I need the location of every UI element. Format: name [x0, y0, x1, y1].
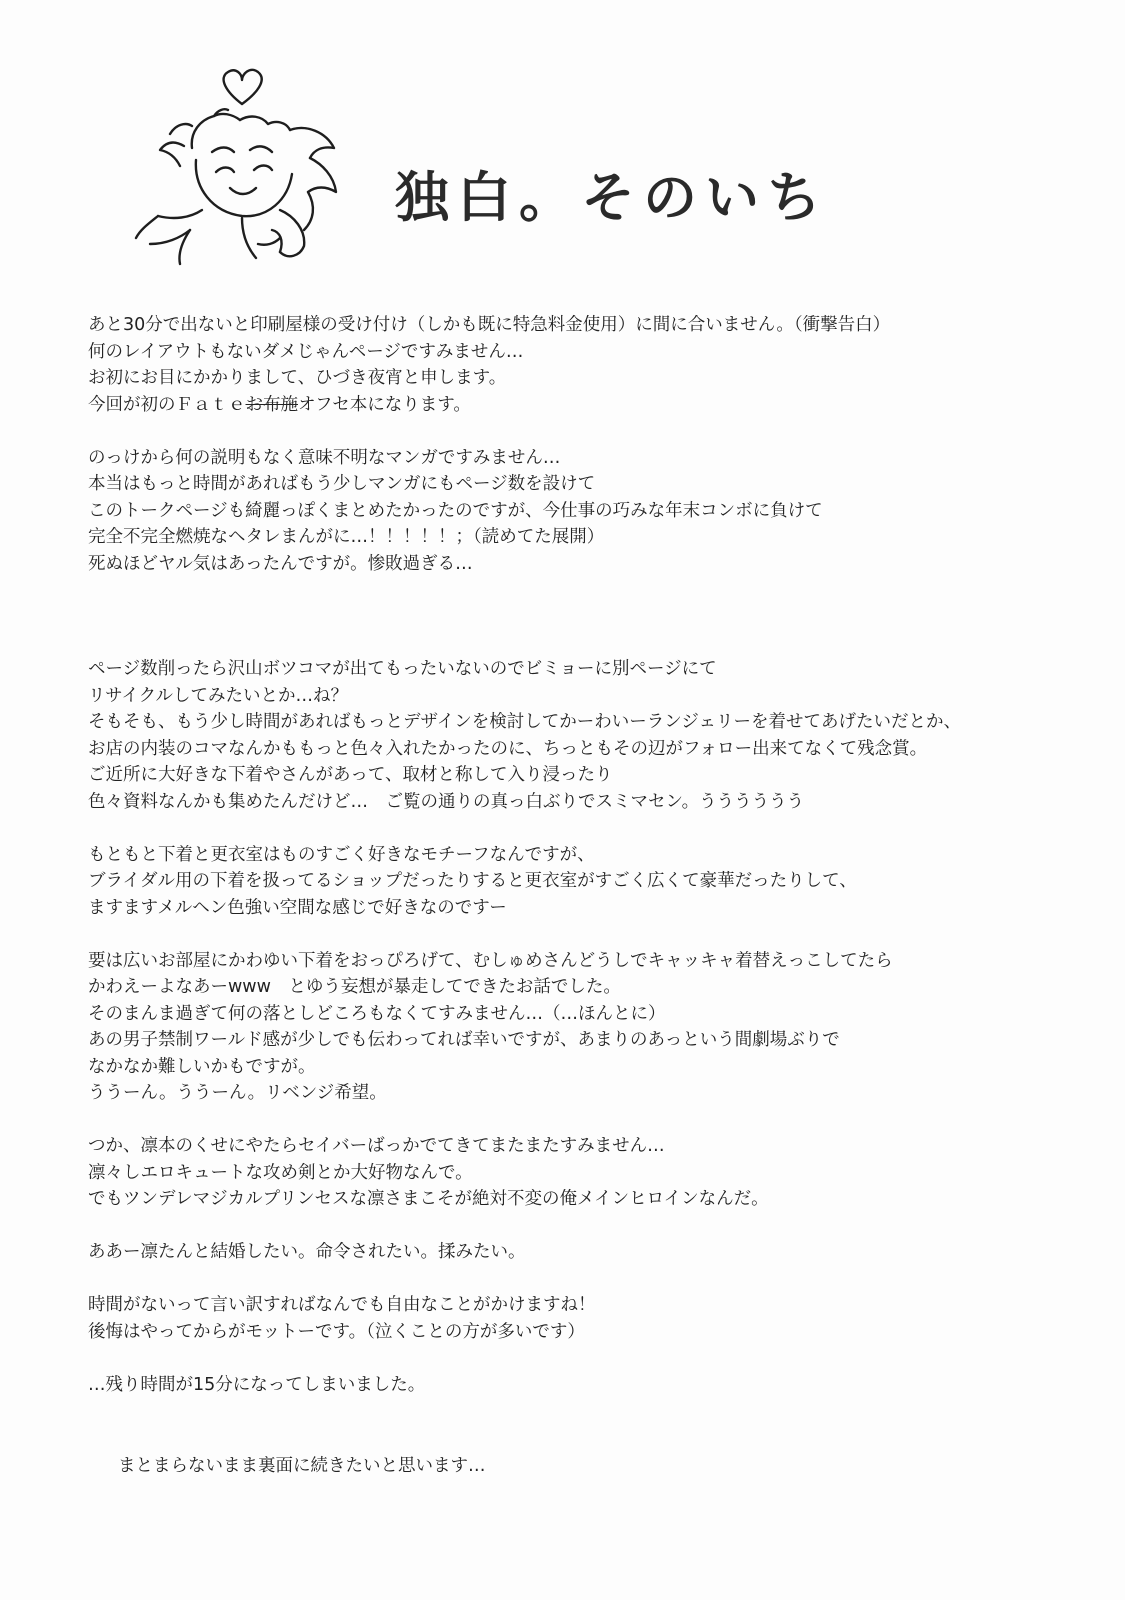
text-line: そもそも、もう少し時間があればもっとデザインを検討してかーわいーランジェリーを着せてあげたいだとか、 — [88, 712, 961, 732]
text-line: でもツンデレマジカルプリンセスな凛さまこそが絶対不変の俺メインヒロインなんだ。 — [88, 1189, 769, 1209]
text-fragment: オフセ本になります。 — [298, 394, 471, 415]
text-line: もともと下着と更衣室はものすごく好きなモチーフなんですが、 — [88, 844, 595, 865]
paragraph-2 — [88, 445, 1078, 578]
text-line: …残り時間が15分になってしまいました。 — [88, 1374, 426, 1395]
text-line: 凛々しエロキュートな攻め剣とか大好物なんで。 — [88, 1162, 473, 1183]
text-line-fate — [88, 392, 1078, 419]
text-line: 何のレイアウトもないダメじゃんページですみません… — [88, 341, 524, 362]
text-line: そのまんま過ぎて何の落としどころもなくてすみません…（…ほんとに） — [88, 1003, 666, 1024]
paragraph-4 — [88, 842, 1078, 922]
text-line: つか、凛本のくせにやたらセイバーばっかでてきてまたまたすみません… — [88, 1136, 665, 1156]
text-line: ページ数削ったら沢山ボツコマが出てもったいないのでビミョーに別ページにて — [88, 659, 717, 679]
page-title: 独白。そのいち — [395, 166, 829, 229]
text-line: リサイクルしてみたいとか…ね？ — [88, 685, 349, 706]
paragraph-7 — [88, 1239, 1078, 1266]
paragraph-6 — [88, 1133, 1078, 1213]
text-line: あと30分で出ないと印刷屋様の受け付け（しかも既に特急料金使用）に間に合いません。（衝撃告白） — [88, 315, 891, 335]
text-line: ブライダル用の下着を扱ってるショップだったりすると更衣室がすごく広くて豪華だったりして、 — [88, 871, 857, 891]
struck-text: お布施 — [245, 394, 298, 415]
text-line: ご近所に大好きな下着やさんがあって、取材と称して入り浸ったり — [88, 765, 613, 785]
text-line: 色々資料なんかも集めたんだけど… ご覧の通りの真っ白ぶりでスミマセン。うううううう — [88, 791, 805, 812]
text-line: お初にお目にかかりまして、ひづき夜宵と申します。 — [88, 368, 507, 388]
closing-line: まとまらないまま裏面に続きたいと思います… — [118, 1456, 486, 1476]
text-line: ううーん。ううーん。リベンジ希望。 — [88, 1083, 387, 1103]
text-line: なかなか難しいかもですが。 — [88, 1056, 316, 1077]
text-line: 本当はもっと時間があればもう少しマンガにもページ数を設けて — [88, 474, 596, 494]
text-line: のっけから何の説明もなく意味不明なマンガですみません… — [88, 447, 561, 468]
chibi-doodle-icon — [130, 60, 360, 270]
text-fragment: 今回が初のＦａｔｅ — [88, 394, 246, 415]
text-line: 完全不完全燃焼なヘタレまんがに…！！！！！；（読めてた展開） — [88, 527, 605, 547]
body-text — [88, 312, 1078, 1425]
text-line: このトークページも綺麗っぽくまとめたかったのですが、今仕事の巧みな年末コンボに負けて — [88, 500, 823, 521]
text-line: ああー凛たんと結婚したい。命令されたい。揉みたい。 — [88, 1242, 526, 1262]
text-line: お店の内装のコマなんかももっと色々入れたかったのに、ちっともその辺がフォロー出来てなくて残念賞。 — [88, 738, 928, 759]
text-line: かわえーよなあーwww とゆう妄想が暴走してできたお話でした。 — [88, 977, 621, 997]
paragraph-1 — [88, 312, 1078, 418]
paragraph-3 — [88, 656, 1078, 815]
paragraph-8 — [88, 1292, 1078, 1345]
text-line: あの男子禁制ワールド感が少しでも伝わってれば幸いですが、あまりのあっという間劇場ぶりで — [88, 1030, 840, 1050]
text-line: 死ぬほどヤル気はあったんですが。惨敗過ぎる… — [88, 553, 473, 574]
header — [130, 60, 930, 280]
text-line: 後悔はやってからがモットーです。（泣くことの方が多いです） — [88, 1321, 585, 1342]
text-line: ますますメルヘン色強い空間な感じで好きなのですー — [88, 897, 507, 918]
paragraph-5 — [88, 948, 1078, 1107]
text-line: 時間がないって言い訳すればなんでも自由なことがかけますね！ — [88, 1295, 596, 1315]
text-line: 要は広いお部屋にかわゆい下着をおっぴろげて、むしゅめさんどうしでキャッキャ着替えっこしてたら — [88, 950, 893, 971]
paragraph-9 — [88, 1372, 1078, 1399]
